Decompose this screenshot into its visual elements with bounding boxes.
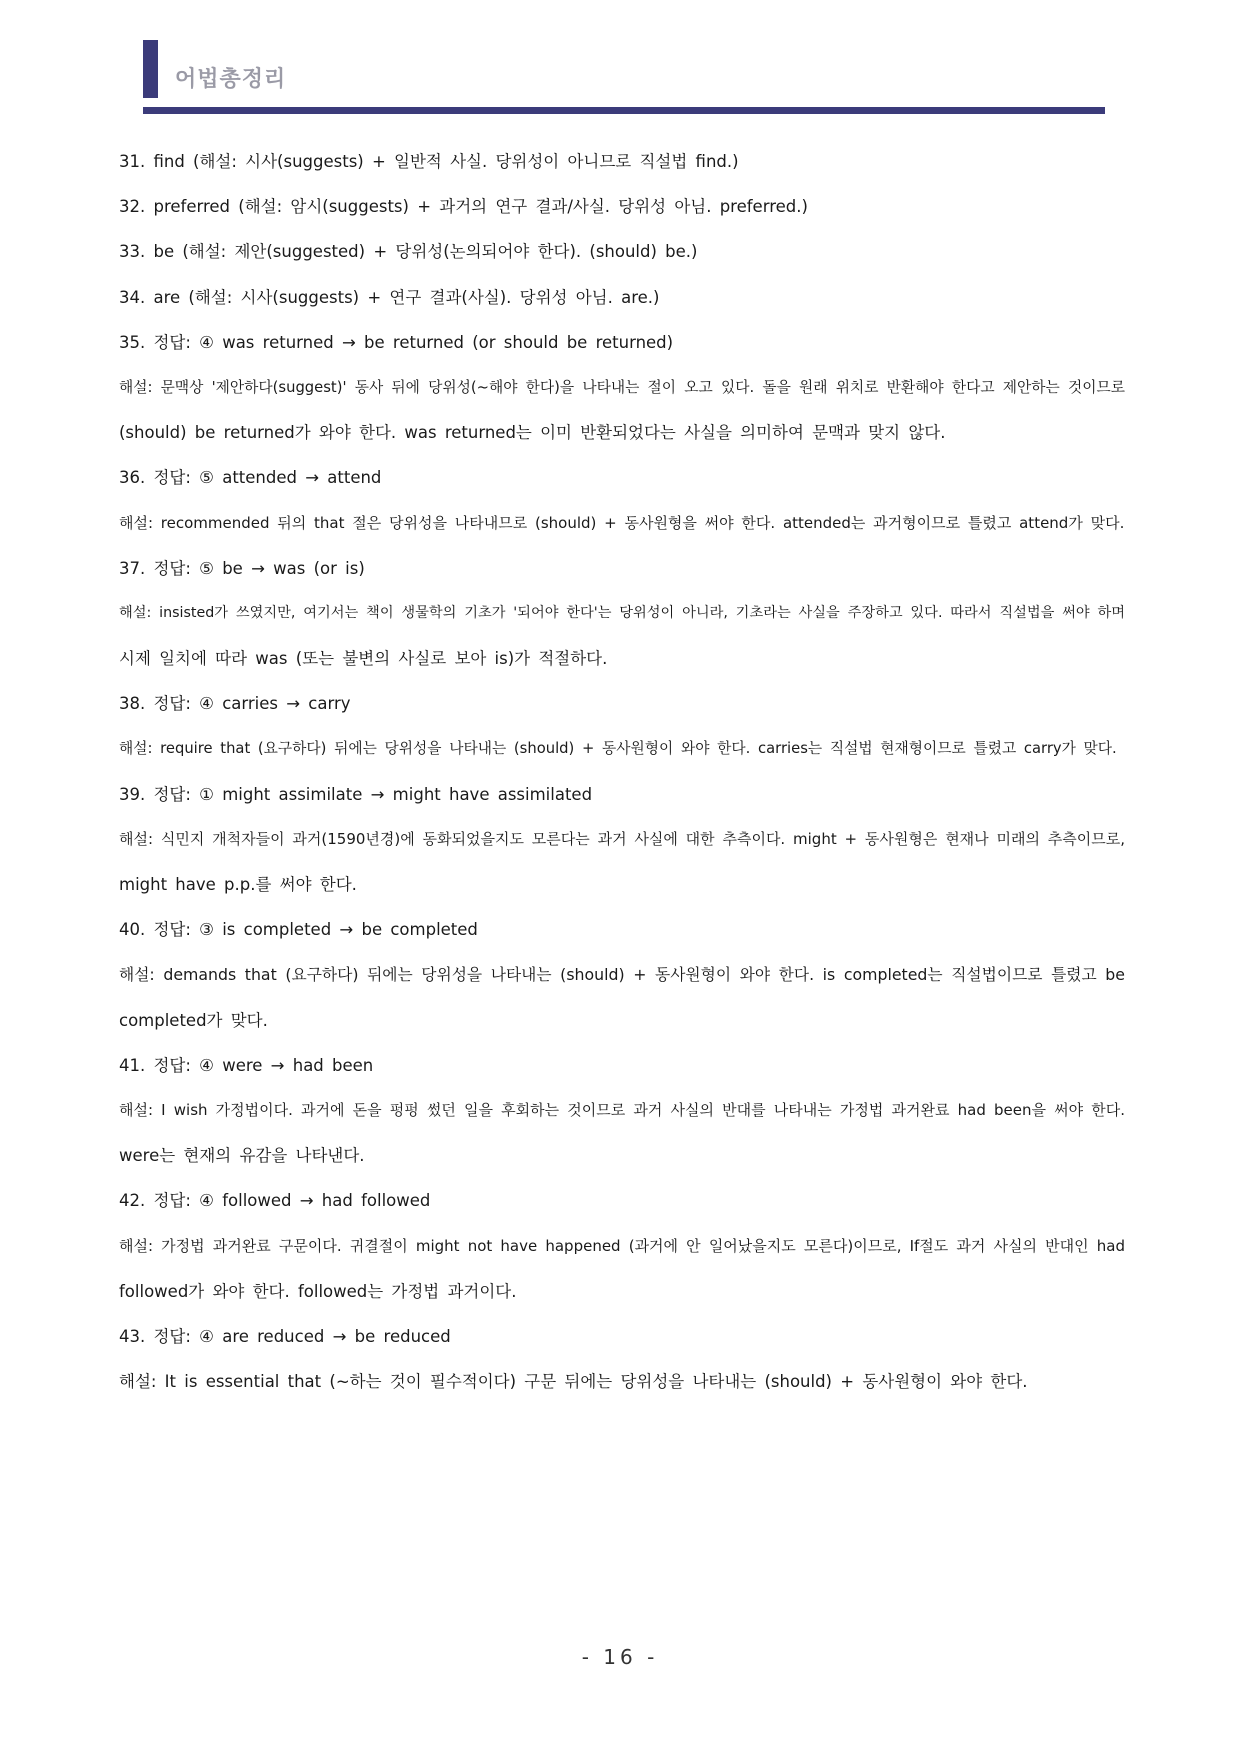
page-number: - 16 - <box>581 1645 659 1669</box>
answer-43: 43. 정답: ④ are reduced → be reduced <box>119 1326 451 1346</box>
answer-36: 36. 정답: ⑤ attended → attend <box>119 468 382 488</box>
explanation-43: 해설: It is essential that (~하는 것이 필수적이다) 구문 뒤에는 당위성을 나타내는 (should) + 동사원형이 와야 한다. <box>119 1372 1028 1392</box>
explanation-42-line-1: 해설: 가정법 과거완료 구문이다. 귀결절이 might not have happened (과거에 안 일어났을지도 모른다)이므로, If절도 과거 사실의 반대인 had <box>119 1236 1125 1255</box>
answer-32: 32. preferred (해설: 암시(suggests) + 과거의 연구 결과/사실. 당위성 아님. preferred.) <box>119 197 808 217</box>
answer-35: 35. 정답: ④ was returned → be returned (or should be returned) <box>119 332 674 352</box>
header-accent-bar <box>143 40 158 98</box>
answer-40: 40. 정답: ③ is completed → be completed <box>119 920 478 940</box>
answer-34: 34. are (해설: 시사(suggests) + 연구 결과(사실). 당위성 아님. are.) <box>119 287 660 307</box>
explanation-36: 해설: recommended 뒤의 that 절은 당위성을 나타내므로 (should) + 동사원형을 써야 한다. attended는 과거형이므로 틀렸고 attend가 맞다. <box>119 513 1125 532</box>
answer-39: 39. 정답: ① might assimilate → might have assimilated <box>119 784 593 804</box>
explanation-39-line-2: might have p.p.를 써야 한다. <box>119 875 357 894</box>
answer-42: 42. 정답: ④ followed → had followed <box>119 1191 431 1211</box>
header-title: 어법총정리 <box>175 67 287 92</box>
explanation-37-line-2: 시제 일치에 따라 was (또는 불변의 사실로 보아 is)가 적절하다. <box>119 649 608 669</box>
answer-33: 33. be (해설: 제안(suggested) + 당위성(논의되어야 한다). (should) be.) <box>119 242 698 262</box>
explanation-38: 해설: require that (요구하다) 뒤에는 당위성을 나타내는 (should) + 동사원형이 와야 한다. carries는 직설법 현재형이므로 틀렸고 carry가 맞다. <box>119 740 1117 758</box>
explanation-39-line-1: 해설: 식민지 개척자들이 과거(1590년경)에 동화되었을지도 모른다는 과거 사실에 대한 추측이다. might + 동사원형은 현재나 미래의 추측이므로, <box>119 829 1125 848</box>
explanation-40-line-2: completed가 맞다. <box>119 1010 268 1030</box>
explanation-41-line-1: 해설: I wish 가정법이다. 과거에 돈을 펑펑 썼던 일을 후회하는 것이므로 과거 사실의 반대를 나타내는 가정법 과거완료 had been을 써야 한다. <box>119 1100 1125 1119</box>
answer-37: 37. 정답: ⑤ be → was (or is) <box>119 558 365 578</box>
explanation-40-line-1: 해설: demands that (요구하다) 뒤에는 당위성을 나타내는 (should) + 동사원형이 와야 한다. is completed는 직설법이므로 틀렸고 be <box>119 965 1125 985</box>
header-rule <box>143 107 1105 114</box>
explanation-35-line-2: (should) be returned가 와야 한다. was returned는 이미 반환되었다는 사실을 의미하여 문맥과 맞지 않다. <box>119 423 946 443</box>
explanation-41-line-2: were는 현재의 유감을 나타낸다. <box>119 1146 365 1166</box>
answer-explanations <box>119 139 1125 1404</box>
answer-38: 38. 정답: ④ carries → carry <box>119 694 351 714</box>
explanation-37-line-1: 해설: insisted가 쓰였지만, 여기서는 책이 생물학의 기초가 '되어야 한다'는 당위성이 아니라, 기초라는 사실을 주장하고 있다. 따라서 직설법을 써야 하며 <box>119 604 1125 621</box>
answer-31: 31. find (해설: 시사(suggests) + 일반적 사실. 당위성이 아니므로 직설법 find.) <box>119 152 739 171</box>
answer-41: 41. 정답: ④ were → had been <box>119 1055 374 1075</box>
explanation-35-line-1: 해설: 문맥상 '제안하다(suggest)' 동사 뒤에 당위성(~해야 한다)을 나타내는 절이 오고 있다. 돌을 원래 위치로 반환해야 한다고 제안하는 것이므로 <box>119 378 1125 396</box>
explanation-42-line-2: followed가 와야 한다. followed는 가정법 과거이다. <box>119 1281 517 1301</box>
